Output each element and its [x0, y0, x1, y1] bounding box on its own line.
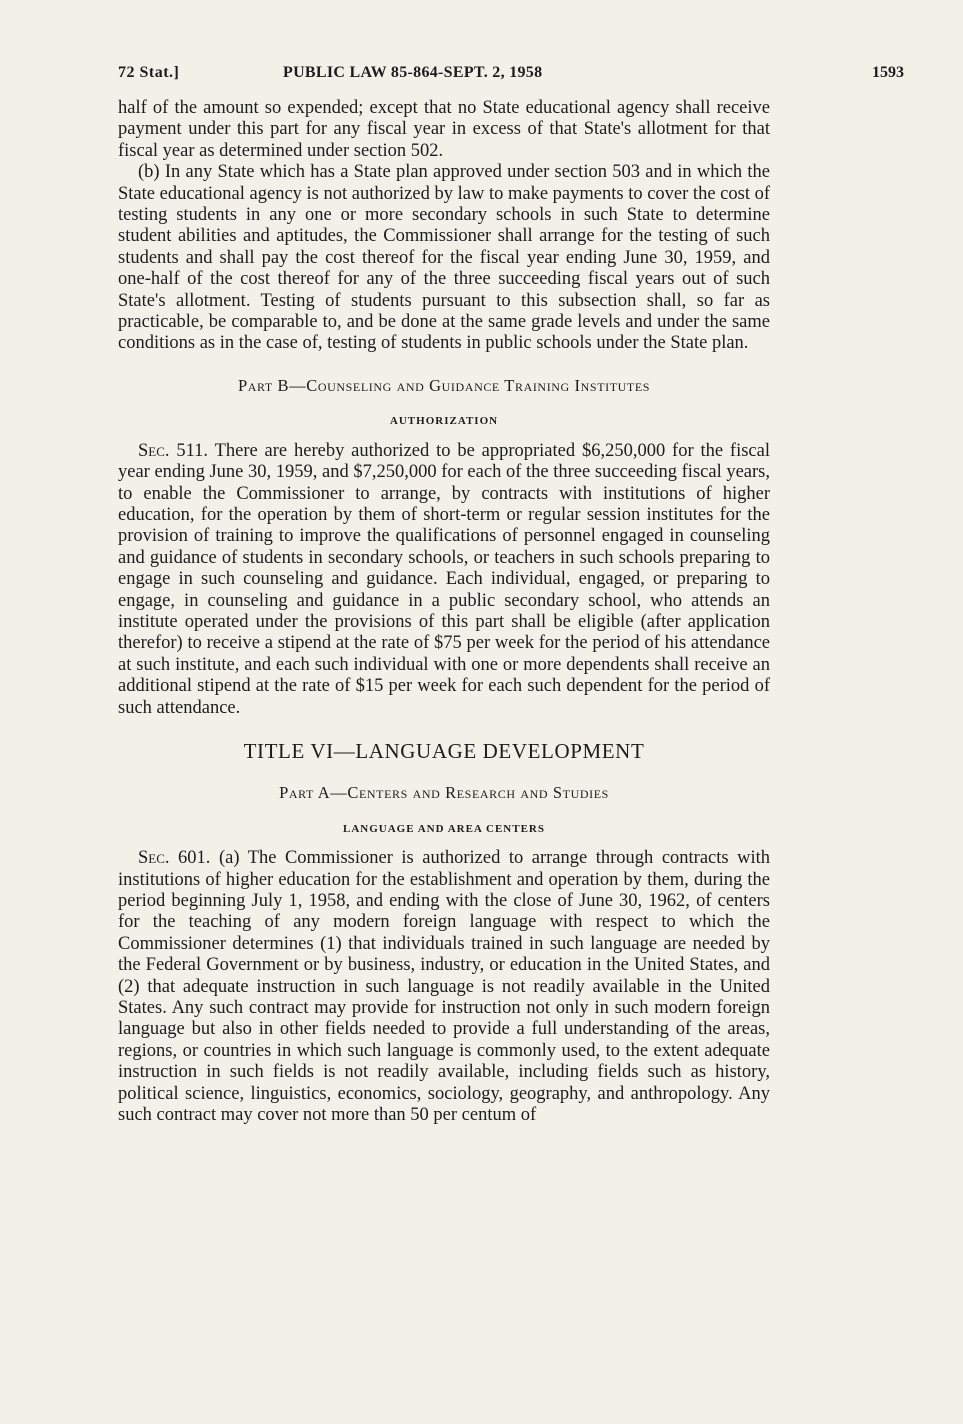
page-header: [118, 64, 908, 82]
section-511-text: There are hereby authorized to be appropriated $6,250,000 for the fiscal year ending June 30, 1959, and $7,250,000 for each of the three succeeding fiscal years, to enable the Commissioner to arrange, by contracts with institutions of higher education, for the operation by them of short-term or regular session institutes for the provision of training to improve the qualifications of personnel engaged in counseling and guidance of students in secondary schools, or teachers in such schools preparing to engage in such counseling and guidance. Each individual, engaged, or preparing to engage, in counseling and guidance in a public secondary school, who attends an institute operated under the provisions of this part shall be eligible (after application therefor) to receive a stipend at the rate of $75 per week for the period of his attendance at such institute, and each such individual with one or more dependents shall receive an additional stipend at the rate of $15 per week for each such dependent for the period of such attendance.: [118, 440, 770, 718]
section-601-label: Sec. 601.: [138, 848, 211, 869]
section-601-text: (a) The Commissioner is authorized to arrange through contracts with institutions of higher education for the establishment and operation by them, during the period beginning July 1, 1958, and ending with the close of June 30, 1962, of centers for the teaching of any modern foreign language with respect to which the Commissioner determines (1) that individuals trained in such language are needed by the Federal Government or by business, industry, or education in the United States, and (2) that adequate instruction in such language is not readily available in the United States. Any such contract may provide for instruction not only in such modern foreign language but also in other fields needed to provide a full understanding of the areas, regions, or countries in which such language is commonly used, to the extent adequate instruction in such fields is not readily available, including fields such as history, political science, linguistics, economics, sociology, geography, and anthropology. Any such contract may cover not more than 50 per centum of: [118, 848, 771, 1126]
running-title: PUBLIC LAW 85-864-SEPT. 2, 1958: [283, 64, 543, 81]
paragraph-subsection-b: (b) In any State which has a State plan approved under section 503 and in which the State educational agency is not authorized by law to make payments to cover the cost of testing students in any one or more secondary schools in such State to determine student abilities and aptitudes, the Commissioner shall arrange for the testing of such students and shall pay the cost thereof for the fiscal year ending June 30, 1959, and one-half of the cost thereof for any of the three succeeding fiscal years out of such State's allotment. Testing of students pursuant to this subsection shall, so far as practicable, be comparable to, and be done at the same grade levels and under the same conditions as in the case of, testing of students in public schools under the State plan.: [118, 162, 770, 354]
title-vi-heading: TITLE VI—LANGUAGE DEVELOPMENT: [243, 738, 645, 763]
body-text: [118, 98, 770, 1126]
part-b-heading: Part B—Counseling and Guidance Training Institutes: [237, 375, 651, 395]
page-number: 1593: [872, 64, 904, 81]
centers-heading: LANGUAGE AND AREA CENTERS: [343, 822, 545, 835]
statute-citation: 72 Stat.]: [118, 64, 180, 81]
section-511: [118, 441, 770, 719]
part-a-heading: Part A—Centers and Research and Studies: [279, 783, 609, 803]
paragraph-continued: half of the amount so expended; except that no State educational agency shall receive payment under this part for any fiscal year in excess of that State's allotment for that fiscal year as determined under section 502.: [118, 98, 770, 161]
section-601: [118, 848, 770, 1126]
authorization-heading: AUTHORIZATION: [389, 415, 499, 428]
section-511-label: Sec. 511.: [138, 440, 209, 461]
